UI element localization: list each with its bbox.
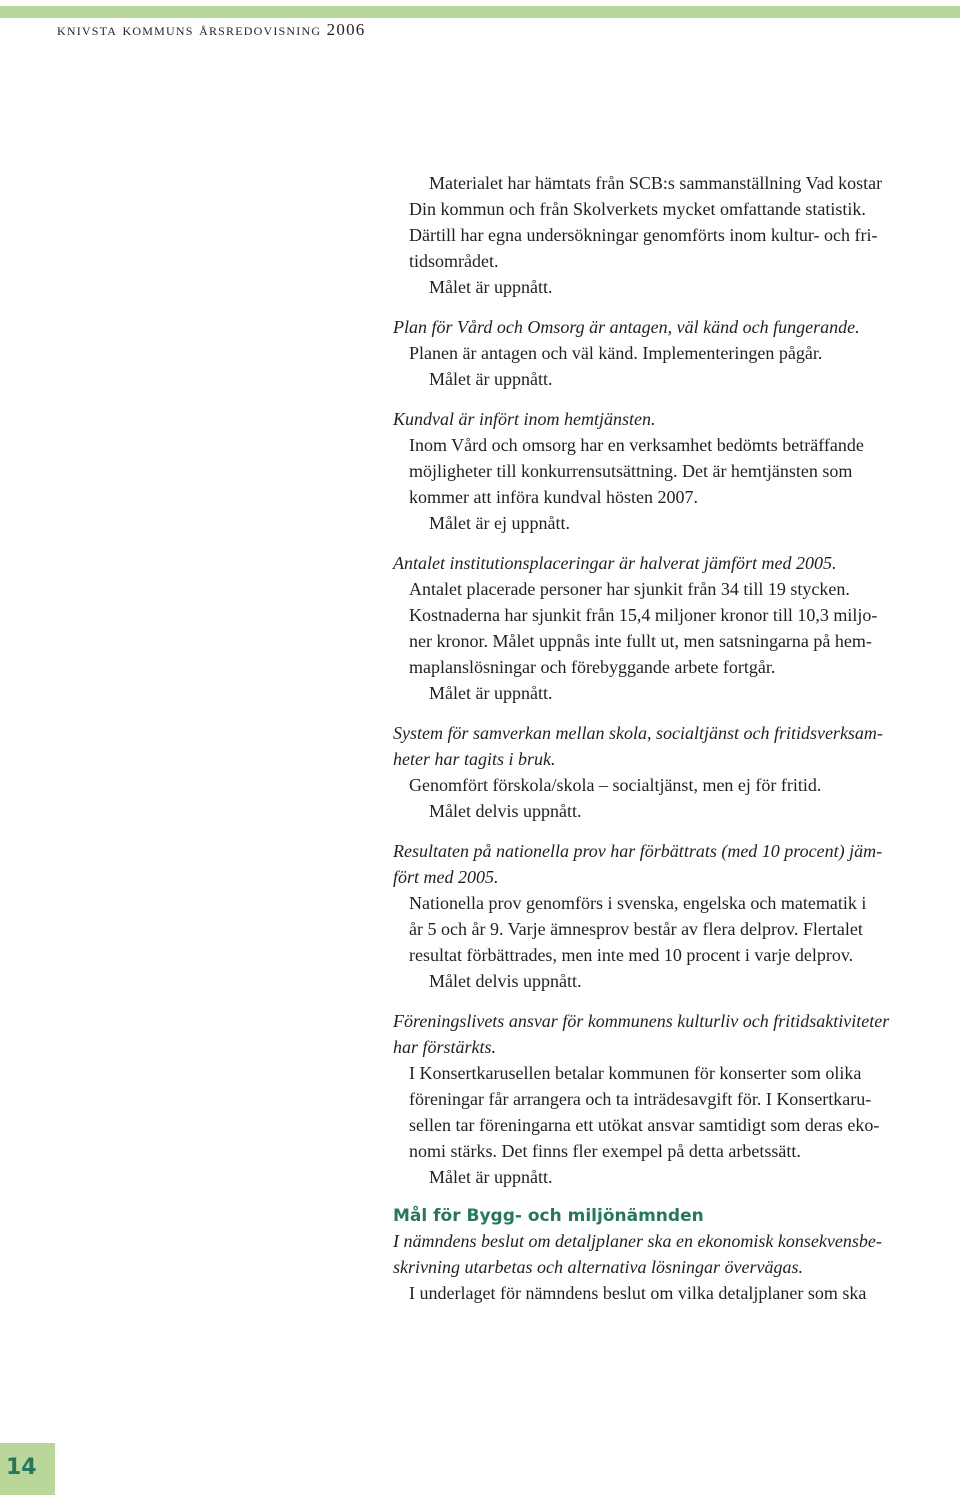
goal-result: Målet delvis uppnått. <box>429 801 582 821</box>
goal-result: Målet är uppnått. <box>429 683 553 703</box>
body-line: Kostnaderna har sjunkit från 15,4 miljoner kronor till 10,3 miljo- <box>409 605 878 625</box>
page-number-box <box>0 1443 55 1495</box>
body-line: Inom Vård och omsorg har en verksamhet bedömts beträffande <box>409 435 864 455</box>
goal-result: Målet delvis uppnått. <box>429 971 582 991</box>
goal-statement: har förstärkts. <box>393 1037 497 1057</box>
body-line: nomi stärks. Det finns fler exempel på detta arbetssätt. <box>409 1141 801 1161</box>
goal-block <box>393 838 933 994</box>
body-line: I Konsertkarusellen betalar kommunen för konserter som olika <box>409 1063 862 1083</box>
goal-result: Målet är uppnått. <box>429 277 553 297</box>
body-line: ner kronor. Målet uppnås inte fullt ut, men satsningarna på hem- <box>409 631 872 651</box>
goal-block <box>393 550 933 706</box>
body-line: tidsområdet. <box>409 251 499 271</box>
goal-statement: heter har tagits i bruk. <box>393 749 556 769</box>
page-number: 14 <box>6 1455 37 1480</box>
goal-block <box>393 406 933 536</box>
main-text <box>393 170 933 1320</box>
body-line: föreningar får arrangera och ta inträdesavgift för. I Konsertkaru- <box>409 1089 872 1109</box>
body-line: Därtill har egna undersökningar genomförts inom kultur- och fri- <box>409 225 878 245</box>
body-line: möjligheter till konkurrensutsättning. Det är hemtjänsten som <box>409 461 853 481</box>
running-title: knivsta kommuns årsredovisning 2006 <box>57 20 366 39</box>
body-line: Nationella prov genomförs i svenska, engelska och matematik i <box>409 893 867 913</box>
header-bar <box>0 6 960 18</box>
goal-statement: Plan för Vård och Omsorg är antagen, väl känd och fungerande. <box>393 317 860 337</box>
section-heading: Mål för Bygg- och miljönämnden <box>393 1206 704 1226</box>
goal-block <box>393 1008 933 1190</box>
body-line: sellen tar föreningarna ett utökat ansvar samtidigt som deras eko- <box>409 1115 880 1135</box>
body-line: Din kommun och från Skolverkets mycket omfattande statistik. <box>409 199 866 219</box>
goal-statement: System för samverkan mellan skola, socialtjänst och fritidsverksam- <box>393 723 883 743</box>
goal-statement: Kundval är infört inom hemtjänsten. <box>393 409 656 429</box>
goal-statement: Föreningslivets ansvar för kommunens kulturliv och fritidsaktiviteter <box>393 1011 890 1031</box>
body-line: Genomfört förskola/skola – socialtjänst, men ej för fritid. <box>409 775 822 795</box>
goal-result: Målet är uppnått. <box>429 369 553 389</box>
body-line: resultat förbättrades, men inte med 10 procent i varje delprov. <box>409 945 854 965</box>
paragraph-block <box>393 170 933 300</box>
body-line: I underlaget för nämndens beslut om vilka detaljplaner som ska <box>409 1283 867 1303</box>
goal-statement: skrivning utarbetas och alternativa lösningar övervägas. <box>393 1257 803 1277</box>
goal-result: Målet är ej uppnått. <box>429 513 570 533</box>
goal-block <box>393 314 933 392</box>
goal-result: Målet är uppnått. <box>429 1167 553 1187</box>
goal-statement: I nämndens beslut om detaljplaner ska en ekonomisk konsekvensbe- <box>393 1231 882 1251</box>
body-line: maplanslösningar och förebyggande arbete fortgår. <box>409 657 776 677</box>
body-line: kommer att införa kundval hösten 2007. <box>409 487 698 507</box>
goal-statement: fört med 2005. <box>393 867 499 887</box>
body-line: år 5 och år 9. Varje ämnesprov består av flera delprov. Flertalet <box>409 919 863 939</box>
body-line: Materialet har hämtats från SCB:s sammanställning Vad kostar <box>429 173 883 193</box>
section-block <box>393 1204 933 1306</box>
body-line: Antalet placerade personer har sjunkit från 34 till 19 stycken. <box>409 579 850 599</box>
goal-statement: Resultaten på nationella prov har förbättrats (med 10 procent) jäm- <box>393 841 883 861</box>
goal-statement: Antalet institutionsplaceringar är halverat jämfört med 2005. <box>393 553 837 573</box>
goal-block <box>393 720 933 824</box>
body-line: Planen är antagen och väl känd. Implementeringen pågår. <box>409 343 823 363</box>
